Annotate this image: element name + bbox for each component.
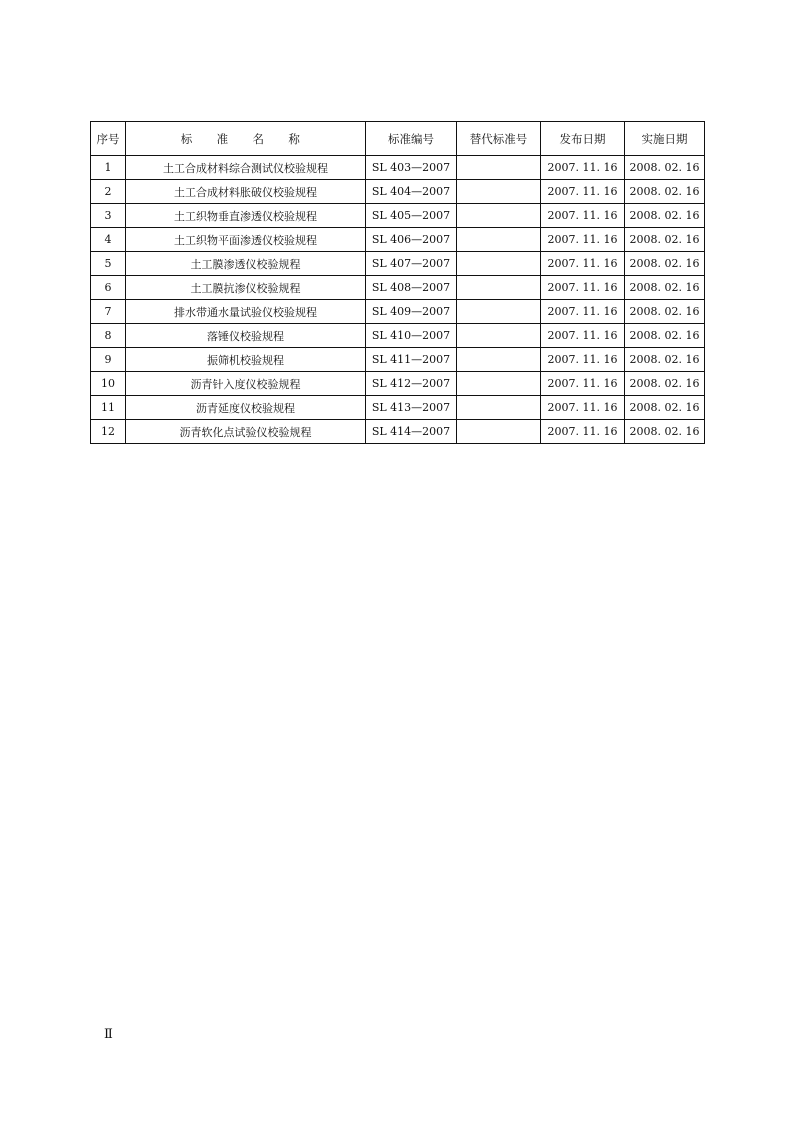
cell-no: 11	[91, 396, 126, 420]
header-publish-date: 发布日期	[541, 122, 625, 156]
cell-code: SL 409—2007	[366, 300, 457, 324]
header-implement-date: 实施日期	[625, 122, 705, 156]
table-row	[91, 300, 705, 324]
cell-name: 土工膜抗渗仪校验规程	[126, 276, 366, 300]
cell-publish-date: 2007. 11. 16	[541, 276, 625, 300]
cell-code: SL 411—2007	[366, 348, 457, 372]
cell-code: SL 403—2007	[366, 156, 457, 180]
standards-table	[90, 121, 705, 444]
cell-replace	[457, 276, 541, 300]
cell-implement-date: 2008. 02. 16	[625, 324, 705, 348]
cell-implement-date: 2008. 02. 16	[625, 300, 705, 324]
cell-name: 土工合成材料综合测试仪校验规程	[126, 156, 366, 180]
cell-replace	[457, 372, 541, 396]
table-row	[91, 420, 705, 444]
table-header	[91, 122, 705, 156]
table-row	[91, 348, 705, 372]
table-row	[91, 396, 705, 420]
cell-publish-date: 2007. 11. 16	[541, 228, 625, 252]
cell-replace	[457, 348, 541, 372]
cell-replace	[457, 180, 541, 204]
cell-code: SL 407—2007	[366, 252, 457, 276]
cell-code: SL 412—2007	[366, 372, 457, 396]
cell-name: 土工膜渗透仪校验规程	[126, 252, 366, 276]
header-replace: 替代标准号	[457, 122, 541, 156]
cell-publish-date: 2007. 11. 16	[541, 420, 625, 444]
cell-code: SL 414—2007	[366, 420, 457, 444]
cell-name: 土工合成材料胀破仪校验规程	[126, 180, 366, 204]
cell-replace	[457, 204, 541, 228]
cell-implement-date: 2008. 02. 16	[625, 372, 705, 396]
cell-publish-date: 2007. 11. 16	[541, 156, 625, 180]
cell-no: 7	[91, 300, 126, 324]
cell-implement-date: 2008. 02. 16	[625, 396, 705, 420]
cell-publish-date: 2007. 11. 16	[541, 396, 625, 420]
cell-replace	[457, 396, 541, 420]
cell-name: 沥青软化点试验仪校验规程	[126, 420, 366, 444]
cell-code: SL 410—2007	[366, 324, 457, 348]
cell-code: SL 405—2007	[366, 204, 457, 228]
page-number: Ⅱ	[104, 1027, 113, 1042]
cell-replace	[457, 420, 541, 444]
cell-no: 2	[91, 180, 126, 204]
cell-name: 土工织物平面渗透仪校验规程	[126, 228, 366, 252]
cell-no: 9	[91, 348, 126, 372]
cell-implement-date: 2008. 02. 16	[625, 420, 705, 444]
cell-publish-date: 2007. 11. 16	[541, 180, 625, 204]
table-row	[91, 156, 705, 180]
cell-no: 12	[91, 420, 126, 444]
header-no: 序号	[91, 122, 126, 156]
cell-code: SL 413—2007	[366, 396, 457, 420]
cell-publish-date: 2007. 11. 16	[541, 372, 625, 396]
cell-name: 振筛机校验规程	[126, 348, 366, 372]
header-code: 标准编号	[366, 122, 457, 156]
cell-replace	[457, 324, 541, 348]
cell-implement-date: 2008. 02. 16	[625, 348, 705, 372]
cell-no: 3	[91, 204, 126, 228]
cell-name: 排水带通水量试验仪校验规程	[126, 300, 366, 324]
header-name: 标 准 名 称	[126, 122, 366, 156]
cell-publish-date: 2007. 11. 16	[541, 252, 625, 276]
table-row	[91, 252, 705, 276]
cell-code: SL 408—2007	[366, 276, 457, 300]
cell-publish-date: 2007. 11. 16	[541, 300, 625, 324]
table-row	[91, 324, 705, 348]
cell-implement-date: 2008. 02. 16	[625, 204, 705, 228]
table-row	[91, 204, 705, 228]
cell-code: SL 406—2007	[366, 228, 457, 252]
table-row	[91, 228, 705, 252]
cell-no: 4	[91, 228, 126, 252]
cell-no: 1	[91, 156, 126, 180]
cell-name: 沥青延度仪校验规程	[126, 396, 366, 420]
cell-publish-date: 2007. 11. 16	[541, 204, 625, 228]
cell-implement-date: 2008. 02. 16	[625, 180, 705, 204]
cell-implement-date: 2008. 02. 16	[625, 228, 705, 252]
cell-replace	[457, 252, 541, 276]
header-row	[91, 122, 705, 156]
cell-name: 沥青针入度仪校验规程	[126, 372, 366, 396]
cell-name: 土工织物垂直渗透仪校验规程	[126, 204, 366, 228]
cell-replace	[457, 228, 541, 252]
cell-implement-date: 2008. 02. 16	[625, 276, 705, 300]
cell-no: 10	[91, 372, 126, 396]
cell-code: SL 404—2007	[366, 180, 457, 204]
table-row	[91, 372, 705, 396]
cell-publish-date: 2007. 11. 16	[541, 324, 625, 348]
cell-no: 5	[91, 252, 126, 276]
table-row	[91, 276, 705, 300]
cell-implement-date: 2008. 02. 16	[625, 252, 705, 276]
cell-no: 8	[91, 324, 126, 348]
table-body	[91, 156, 705, 444]
cell-replace	[457, 156, 541, 180]
table-row	[91, 180, 705, 204]
cell-no: 6	[91, 276, 126, 300]
cell-publish-date: 2007. 11. 16	[541, 348, 625, 372]
cell-implement-date: 2008. 02. 16	[625, 156, 705, 180]
cell-name: 落锤仪校验规程	[126, 324, 366, 348]
cell-replace	[457, 300, 541, 324]
